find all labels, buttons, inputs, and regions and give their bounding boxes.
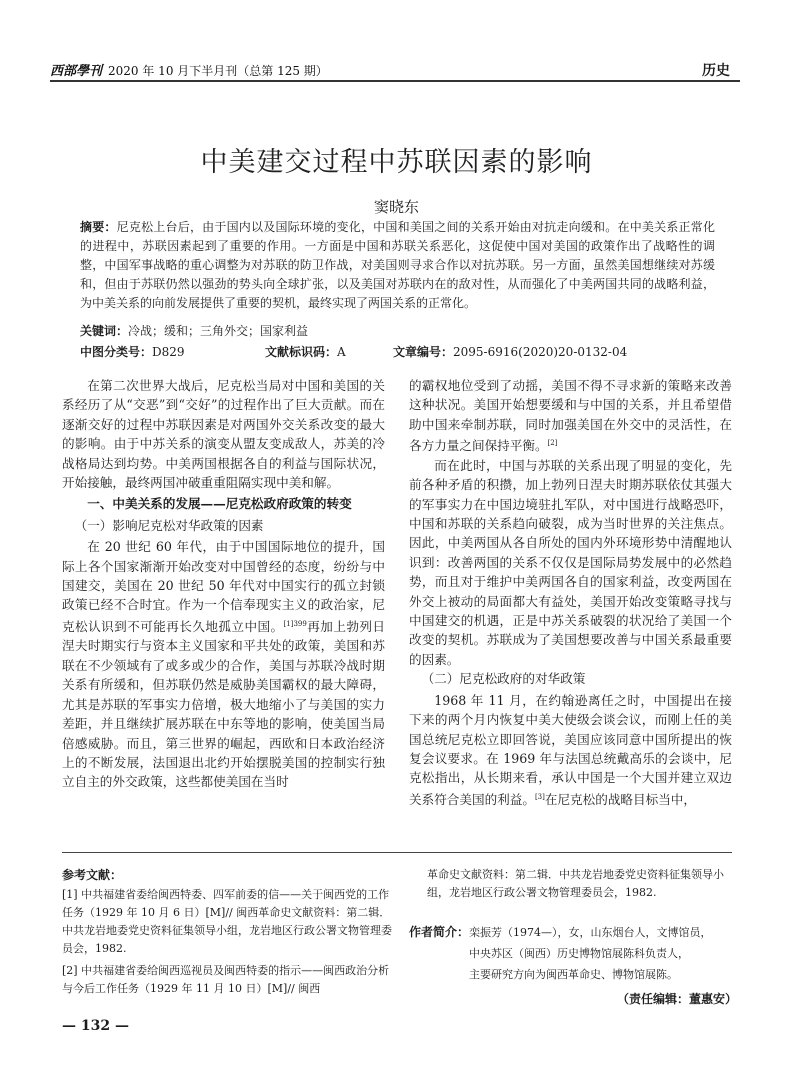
keywords-label: 关键词：: [80, 324, 129, 338]
references-title: 参考文献：: [62, 868, 123, 882]
author-bio: 作者简介：栾振芳（1974—），女，山东烟台人，文博馆员， 中央苏区（闽西）历史博物馆展陈科负责人， 主要研究方向为闽西革命史、博物馆展陈。: [409, 925, 712, 981]
citation-ref: [1]399: [283, 619, 307, 628]
reference-item: [1] 中共福建省委给闽西特委、四军前委的信——关于闽西党的工作任务（1929 年 10 月 6 日）[M]// 闽西革命史文献资料：第二辑．中共龙岩地委党史资料征集领导小组，龙岩地区行政公署文物管理委员会，1982.: [62, 888, 392, 955]
page-number: — 132 —: [62, 1018, 129, 1034]
subsection-heading: （一）影响尼克松对华政策的因素: [74, 517, 264, 533]
citation-ref: [3]: [534, 792, 545, 801]
reference-continuation: 革命史文献资料：第二辑．中共龙岩地委党史资料征集领导小组，龙岩地区行政公署文物管理委员会，1982.: [427, 868, 724, 899]
document-code: 文献标识码：A: [265, 345, 346, 359]
paragraph: 而在此时，中国与苏联的关系出现了明显的变化，先前各种矛盾的积攒，加上勃列日涅夫时期苏联依仗其强大的军事实力在中国边境驻扎军队，对中国进行战略恐吓，中国和苏联的关系趋向破裂，成为当时世界的关注焦点。因此，中美两国从各自所处的国内外环境形势中清醒地认识到：改善两国的关系不仅仅是国际局势发展中的必然趋势，而且对于维护中美两国各自的国家利益，改变两国在外交上被动的局面都大有益处，美国开始改变策略寻找与中国建交的机遇，正是中苏关系破裂的状况给了美国一个改变的契机。苏联成为了美国想要改善与中国关系最重要的因素。: [409, 457, 732, 667]
class-number: 中图分类号：D829: [80, 345, 185, 359]
article-title: 中美建交过程中苏联因素的影响: [200, 147, 593, 178]
header-divider: [50, 80, 740, 82]
paragraph: 的霸权地位受到了动摇，美国不得不寻求新的策略来改善这种状况。美国开始想要缓和与中国的关系，并且希望借助中国来牵制苏联，同时加强美国在外交中的灵活性，在各方力量之间保持平衡。[2]: [409, 378, 732, 454]
abstract-text: 尼克松上台后，由于国内以及国际环境的变化，中国和美国之间的关系开始由对抗走向缓和。在中美关系正常化的进程中，苏联因素起到了重要的作用。一方面是中国和苏联关系恶化，这促使中国对美国的政策作出了战略性的调整，中国军事战略的重心调整为对苏联的防卫作战，对美国则寻求合作以对抗苏联。另一方面，虽然美国想继续对苏缓和，但由于苏联仍然以强劲的势头向全球扩张，以及美国对苏联内在的敌对性，从而强化了中美两国共同的战略利益，为中美关系的向前发展提供了重要的契机，最终实现了两国关系的正常化。: [80, 220, 715, 310]
article-number: 文章编号：2095-6916(2020)20-0132-04: [393, 345, 628, 359]
citation-ref: [2]: [547, 439, 558, 448]
issue-info: 2020 年 10 月下半月刊（总第 125 期）: [108, 64, 328, 78]
keywords-text: 冷战；缓和；三角外交；国家利益: [128, 324, 309, 338]
body-column-left: [62, 376, 385, 792]
subsection-heading: （二）尼克松政府的对华政策: [421, 671, 586, 687]
paragraph: 在第二次世界大战后，尼克松当局对中国和美国的关系经历了从“交恶”到“交好”的过程作出了巨大贡献。而在逐渐交好的过程中苏联因素是对两国外交关系改变的最大的影响。由于中苏关系的演变从盟友变成敌人，苏美的冷战格局达到均势。中美两国根据各自的利益与国际状况，开始接触，最终两国冲破重重阻隔实现中美和解。: [62, 378, 385, 491]
journal-logo: 西部學刊: [50, 64, 103, 79]
author-bio-label: 作者简介：: [409, 925, 470, 939]
body-column-right: [409, 376, 732, 809]
responsible-editor: （责任编辑：董惠安）: [616, 992, 737, 1006]
footer-divider: [62, 852, 732, 853]
abstract: [80, 218, 715, 313]
section-label: 历史: [702, 63, 730, 79]
reference-item: [2] 中共福建省委给闽西巡视员及闽西特委的指示——闽西政治分析与今后工作任务（1929 年 11 月 10 日）[M]// 闽西: [62, 964, 390, 995]
running-header: [50, 60, 328, 79]
paragraph: 在 20 世纪 60 年代，由于中国国际地位的提升，国际上各个国家渐渐开始改变对中国曾经的态度，纷纷与中国建交，美国在 20 世纪 50 年代对中国实行的孤立封锁政策已经不合时宜。作为一个信奉现实主义的政治家，尼克松认识到不可能再长久地孤立中国。$^{[1]399}$再加上勃列日涅夫时期实行与资本主义国家和平共处的政策，美国和苏联在不少领域有了或多或少的合作，美国与苏联冷战时期关系有所缓和，但苏联仍然是威胁美国霸权的最大障碍，尤其是苏联的军事实力倍增，极大地缩小了与美国的实力差距，并且继续扩展苏联在中东等地的影响，使美国当局倍感威胁。而且，第三世界的崛起，西欧和日本政治经济上的不断发展，法国退出北约开始摆脱美国的控制实行独立自主的外交政策，这些都使美国在当时: [62, 539, 385, 790]
paragraph: 1968 年 11 月，在约翰逊离任之时，中国提出在接下来的两个月内恢复中美大使级会谈会议，而刚上任的美国总统尼克松立即回答说，美国应该同意中国所提出的恢复会议要求。在 1969 年与法国总统戴高乐的会谈中，尼克松指出，从长期来看，承认中国是一个大国并建立双边关系符合美国的利益。[3]在尼克松的战略目标当中，: [409, 692, 732, 807]
section-heading: 一、中美关系的发展——尼克松政府政策的转变: [87, 496, 352, 512]
abstract-label: 摘要：: [80, 220, 117, 234]
keywords: [80, 322, 715, 340]
article-author: 窦晓东: [373, 198, 419, 216]
